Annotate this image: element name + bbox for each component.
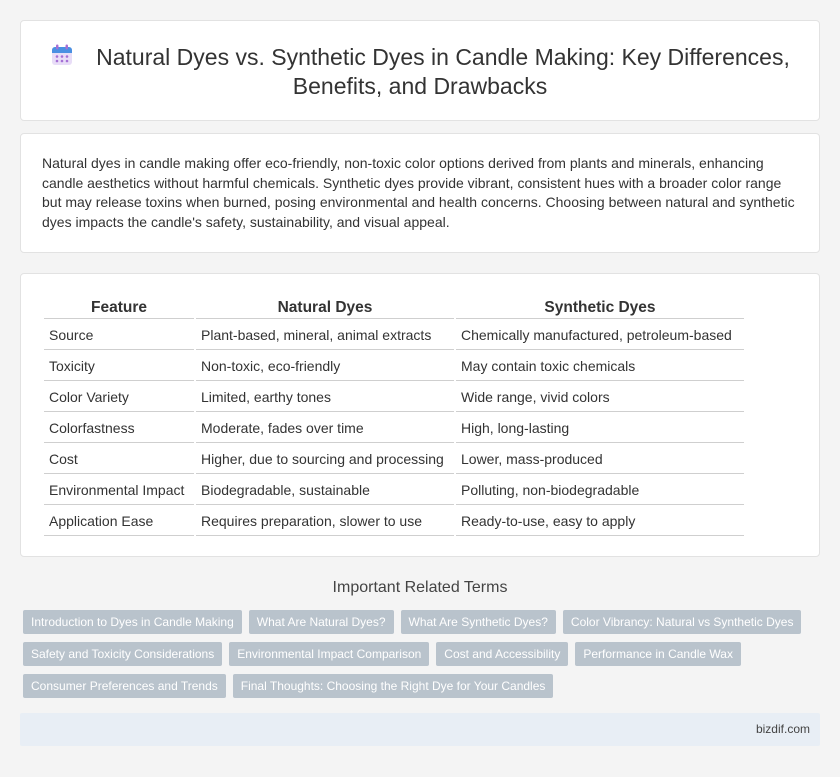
page-title: Natural Dyes vs. Synthetic Dyes in Candle Making: Key Differences, Benefits, and Drawbacks: [96, 44, 790, 99]
header-natural-dyes: Natural Dyes: [196, 298, 454, 319]
header-feature: Feature: [44, 298, 194, 319]
page-title-wrap: [21, 43, 819, 101]
table-row: [44, 507, 744, 536]
tag-link[interactable]: Color Vibrancy: Natural vs Synthetic Dyes: [563, 610, 802, 634]
row-natural: Higher, due to sourcing and processing: [196, 445, 454, 474]
row-feature: Source: [44, 321, 194, 350]
table-row: [44, 445, 744, 474]
table-row: [44, 321, 744, 350]
table-row: [44, 476, 744, 505]
row-natural: Requires preparation, slower to use: [196, 507, 454, 536]
row-synthetic: High, long-lasting: [456, 414, 744, 443]
related-terms-title: Important Related Terms: [332, 579, 508, 596]
tag-link[interactable]: Final Thoughts: Choosing the Right Dye for Your Candles: [233, 674, 554, 698]
tag-link[interactable]: Performance in Candle Wax: [575, 642, 741, 666]
title-card: [20, 20, 820, 121]
tag-link[interactable]: Consumer Preferences and Trends: [23, 674, 226, 698]
row-feature: Environmental Impact: [44, 476, 194, 505]
tag-link[interactable]: What Are Natural Dyes?: [249, 610, 394, 634]
row-feature: Toxicity: [44, 352, 194, 381]
row-synthetic: Wide range, vivid colors: [456, 383, 744, 412]
comparison-table: [42, 296, 746, 538]
row-synthetic: Ready-to-use, easy to apply: [456, 507, 744, 536]
related-terms-tags: [23, 610, 803, 706]
row-synthetic: Lower, mass-produced: [456, 445, 744, 474]
tag-row: [23, 610, 803, 634]
footer-site-link[interactable]: bizdif.com: [755, 722, 810, 736]
row-natural: Plant-based, mineral, animal extracts: [196, 321, 454, 350]
tag-row: [23, 642, 803, 666]
row-natural: Non-toxic, eco-friendly: [196, 352, 454, 381]
row-feature: Color Variety: [44, 383, 194, 412]
row-synthetic: Chemically manufactured, petroleum-based: [456, 321, 744, 350]
tag-row: [23, 674, 803, 698]
summary-card: [20, 133, 820, 253]
header-synthetic-dyes: Synthetic Dyes: [456, 298, 744, 319]
tag-link[interactable]: Cost and Accessibility: [436, 642, 568, 666]
table-header-row: [44, 298, 744, 319]
row-feature: Application Ease: [44, 507, 194, 536]
table-row: [44, 352, 744, 381]
row-synthetic: May contain toxic chemicals: [456, 352, 744, 381]
footer-bar: [20, 713, 820, 746]
row-feature: Colorfastness: [44, 414, 194, 443]
row-natural: Limited, earthy tones: [196, 383, 454, 412]
row-natural: Moderate, fades over time: [196, 414, 454, 443]
table-row: [44, 414, 744, 443]
calendar-icon: [50, 43, 74, 67]
row-natural: Biodegradable, sustainable: [196, 476, 454, 505]
row-feature: Cost: [44, 445, 194, 474]
summary-text: Natural dyes in candle making offer eco-friendly, non-toxic color options derived from plants and minerals, enhancing candle aesthetics without harmful chemicals. Synthetic dyes provide vibrant, consistent hues with a broader color range but may release toxins when burned, posing environmental and health concerns. Choosing between natural and synthetic dyes impacts the candle's safety, sustainability, and visual appeal.: [42, 155, 795, 230]
tag-link[interactable]: Safety and Toxicity Considerations: [23, 642, 222, 666]
table-row: [44, 383, 744, 412]
tag-link[interactable]: Environmental Impact Comparison: [229, 642, 429, 666]
tag-link[interactable]: What Are Synthetic Dyes?: [401, 610, 556, 634]
row-synthetic: Polluting, non-biodegradable: [456, 476, 744, 505]
comparison-table-card: [20, 273, 820, 557]
tag-link[interactable]: Introduction to Dyes in Candle Making: [23, 610, 242, 634]
